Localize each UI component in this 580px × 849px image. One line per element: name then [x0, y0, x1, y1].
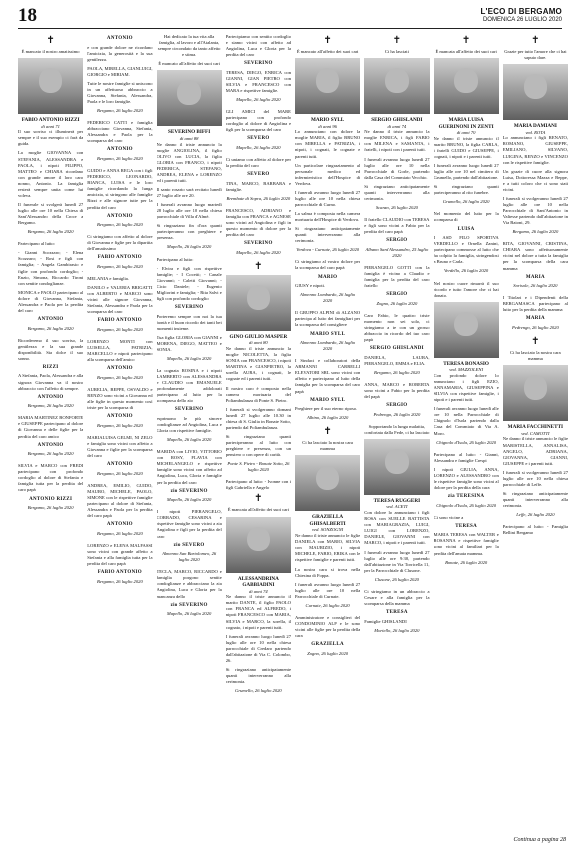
notice-text: I nipoti PIERANGELO, CORRADO, CESARINA e rispettive famiglie sono vicini a zia Angiolina e figli per la perdita del caro	[156, 509, 222, 539]
notice-text: Grazie per tutto l'amore che ci hai saputo dare.	[504, 49, 567, 61]
deceased-first-name: MARIA	[525, 274, 545, 280]
place-date: Grumello, 26 luglio 2020	[235, 688, 282, 694]
notice-text: Amministratore e consiglieri del CONDOMINIO ALP e le sono vicini alle figlie per la perdita della cara	[295, 614, 361, 639]
notice-text: e con grande dolore ne ricordano l'amicizia, la generosità e la sua gentilezza.	[87, 44, 153, 62]
notice-text: Un grazie di cuore alla signora Luisa, Dottoressa Mazza e Beppe, e a tutti coloro che ci sono stati vicini.	[502, 168, 568, 192]
notice-text: Il suo sorriso ci illuminerà per sempre e il suo esempio ci farà da guida.	[18, 129, 84, 147]
notice-text: I funerali avranno luogo lunedì alle ore 10 nella Parrocchiale di Chignolo d'Isola partendo dalla Casa del Commiato di Via A. Moro.	[433, 406, 499, 436]
place-date: Mapello, 26 luglio 2020	[236, 145, 281, 150]
place-date: Bergamo, 26 luglio 2020	[96, 264, 143, 269]
notice-text: DANIELA, LAURA, PIERANGELO, EMMA e ELIA.	[364, 354, 430, 366]
place-date: Bergamo, 26 luglio 2020	[96, 374, 143, 380]
place-date: Bergamo, 26 luglio 2020	[96, 470, 143, 476]
notice-text: esprimono le più sincere condoglianze ad Angiolina, Luca e Gloria con rispettive famiglie.	[156, 415, 222, 434]
notice-text: TECLA, MARCO, RICCARDO e famiglia porgono sentite condoglianze e abbracciano la zia Angiolina, Luca e Gloria per la mancanza dello	[156, 569, 222, 599]
place-date: Almenno Lombardo, 26 luglio 2020	[300, 292, 356, 304]
deceased-name: MARIA DAMIANI ved. ROTA	[503, 123, 568, 135]
deceased-name: GRAZIELLA GHISALBERTI ved. SONZOGNI	[295, 514, 360, 533]
place-date: Curnate, 26 luglio 2020	[305, 602, 350, 608]
notice-text: MARIA TERESA con WALTER e ROSANNA e rispettive famiglie sono vicini al familiari per la perdita dell'amata mamma.	[433, 532, 499, 556]
notice-text: Ne danno il triste annuncio la moglie ENRICA, i figli FABIO con MILENA e SAMANTA, i fratelli, i nipoti con i parenti tutti.	[364, 129, 430, 153]
portrait-photo	[434, 58, 499, 114]
notice-text: Un particolare ringraziamento al personale medico ed infermieristico dell'Hospice di Verdova.	[295, 162, 361, 186]
deceased-first-name: zio SEVERINO	[170, 488, 208, 494]
notice-text: Partecipiamo con sentito cordoglio e siamo vicini con affetto ad Angiolina, Luca e Gloria per la perdita del caro	[225, 34, 291, 58]
cross-icon: ✝	[392, 35, 402, 46]
notice-text: I ASD FILO SPORTIVA VERDELLO e Ornella Zanini, partecipano commosse al lutto che ha colpito la famiglia, stringendosi a Bruno e Carla.	[433, 235, 499, 265]
place-date: Mapello, 26 luglio 2020	[166, 437, 212, 443]
notice-text: Nel momento del lutto per la scomparsa di	[433, 211, 499, 223]
notice-text: È mancato all'affetto dei suoi cari	[158, 61, 220, 67]
notice-text: Hai dedicato la tua vita alla famiglia, al lavoro e all'Atalanta, sempre circondato da tanto affetto e stima.	[157, 34, 221, 58]
deceased-first-name: FABIO ANTONIO	[97, 255, 142, 261]
deceased-first-name: MARIO SYLL	[310, 397, 346, 403]
portrait-photo	[18, 58, 83, 114]
notice-text: AURELIA, BEPPE, OSVALDO e RENZO sono vicini a Giovanna ed alle figlie in questo momento così triste per la scomparsa di	[87, 387, 153, 411]
notice-text: I funerali avranno luogo martedì 28 luglio alle ore 10 nella chiesa parrocchiale di Villa d'Almè.	[156, 202, 222, 220]
deceased-first-name: ANTONIO RIZZI	[29, 496, 73, 502]
deceased-subtitle: di anni 70	[456, 130, 476, 136]
notice-text: Si ringraziano fin d'ora quanti parteciperanno con preghiere e presenza.	[156, 223, 222, 241]
obituary-columns	[18, 34, 568, 831]
notice-text: I funerali si svolgeranno domani lunedì 27 luglio alle 10.30 in chiesa di S. Giulia in Bonate Sotto, partendo dal Poliambulanza.	[225, 406, 291, 430]
notice-text: Partecipano al lutto:	[18, 241, 55, 247]
place-date: Bergamo, 26 luglio 2020	[96, 156, 143, 162]
deceased-subtitle: ved. CAMOTTI	[521, 430, 550, 436]
column-1	[18, 34, 83, 831]
notice-text: I funerali avranno luogo lunedì 27 luglio alle ore 10 nel cimitero di Grumello, partendo dall'abitazione.	[433, 163, 499, 181]
notice-text: I Sindaci e collaboratori della ARMANNI CARRELLI ELEVATORI SRL sono vicini con affetto e partecipano al lutto della famiglia per la scomparsa del caro papà	[295, 358, 361, 394]
place-date: Clusone, 26 luglio 2020	[374, 576, 419, 582]
notice-text: Con profondo dolore lo annunciano i figli EZIO, ANNAMARIA, GIUSEPPINA e SILVIA con rispettive famiglie, i nipoti e i parenti tutti.	[433, 372, 499, 403]
place-date: Almenno Lombardo, 26 luglio 2020	[300, 340, 356, 352]
notice-text: FEDERICO CATTI e famiglia abbracciano Giovanna, Stefania, Alessandra e Paola per la scomparsa del caro	[87, 120, 153, 144]
notice-text: Ne danno il triste annuncio le figlie MARISTELLA, ANNALISA, ANGELO, ADRIANA, GIOVANNA, GIANNI, GIUSEPPE e i parenti tutti.	[502, 436, 568, 466]
notice-text: Ne danno il triste annuncio la moglie NICOLETTA, la figlia SONIA con FRANCESCO, i nipoti MARTINA e GIANPIETRO, la sorella AURA, i cognati, le cognate ed i parenti tutti.	[225, 346, 291, 382]
notice-text: MONICA e PAOLO partecipano al dolore di Giovanna, Stefania, Alessandra e Paola per la perdita del caro	[18, 289, 84, 313]
place-date: Bergamo, 26 luglio 2020	[27, 325, 74, 331]
deceased-first-name: ANTONIO	[106, 147, 133, 153]
place-date: Zogno, 26 luglio 2020	[376, 300, 418, 306]
notice-text: I funerali si svolgeranno lunedì 27 luglio alle ore 10 nella chiesa parrocchiale di Leffe.	[502, 469, 568, 487]
deceased-first-name: ANTONIO	[106, 414, 133, 420]
notice-text: È mancata all'affetto dei suoi cari	[435, 49, 497, 54]
deceased-first-name: MARIO	[317, 274, 338, 280]
notice-text: PIERANGELO GOTTI con la famiglia è vicino a Claudio e famiglia per la perdita del caro fratello	[364, 264, 430, 289]
notice-text: Ci ha lasciato la nostra cara mamma	[510, 350, 561, 362]
column-3	[157, 34, 222, 831]
notice-text: DANILO e VALERIA BRIGATTI con ALBERTO e MARCO sono vicini alle signore Giovanna, Stefania, Alessandra e Paola per la scomparsa del caro	[87, 285, 153, 315]
deceased-subtitle: di anni 80	[249, 340, 268, 346]
notice-text: Il santo rosario sarà recitato lunedì 27 luglio alle ore 20.	[156, 186, 222, 199]
column-5	[295, 34, 360, 831]
portrait-photo	[503, 365, 568, 421]
place-date: Bergamo, 26 luglio 2020	[27, 403, 74, 409]
notice-text: È mancata all'affetto dei suoi cari	[227, 507, 290, 513]
notice-text: TINA, MARCO, BARBARA e famiglie.	[225, 180, 291, 192]
deceased-subtitle: ved. SONZOGNI	[312, 527, 344, 533]
deceased-first-name: GRAZIELLA	[311, 642, 344, 648]
notice-text: Ci sono vicine a	[433, 514, 464, 520]
notice-text: I funerali avranno luogo lunedì 27 luglio alle ore 10 nella chiesa parrocchiale di Curno.	[295, 189, 361, 207]
place-date: Bergamo, 26 luglio 2020	[27, 451, 74, 457]
place-date: Sorisole, 26 luglio 2020	[513, 283, 558, 289]
deceased-first-name: SEVERO	[247, 172, 270, 178]
deceased-subtitle: ved. ACETI	[386, 504, 408, 510]
cross-icon: ✝	[254, 260, 263, 272]
notice-text: Ci stringiamo in un abbraccio a Cesare e alla famiglia per la scomparsa della mamma	[364, 588, 430, 606]
place-date: Pedrengo, 26 luglio 2020	[511, 325, 559, 331]
deceased-first-name: SEVERINO	[174, 407, 204, 413]
deceased-first-name: ANTONIO	[37, 442, 64, 448]
deceased-first-name: zio SEVERO	[173, 542, 205, 548]
notice-text: MARIDA con LIVIO, VITTORIO con ROSY, FLAVIA con MICHELANGELO e rispettive famiglie sono vicini con affetto ad Angiolina, Luca, Gloria e famiglie per la perdita del caro	[156, 449, 222, 485]
notice-text: Tutte le nostre famiglie si uniscono in un affettuoso abbraccio a Giovanna, Stefania, Alessandra, Paola e le loro famiglie.	[87, 80, 153, 105]
deceased-name: GINO GIULIO MASPER di anni 80	[226, 334, 291, 346]
deceased-first-name: LUISA	[457, 226, 475, 232]
deceased-first-name: ANTONIO	[106, 366, 133, 372]
place-date: Leffe, 26 luglio 2020	[516, 512, 555, 518]
notice-text: TERESA, DIEGO, ENRICA con GIANNI, GIAN PIETRO con SILVIA e FRANCESCO con MARA e rispettive famiglie.	[225, 69, 291, 94]
place-date: Bonate, 26 luglio 2020	[445, 559, 488, 565]
deceased-name: SEVERINO BIFFI di anni 88	[157, 129, 222, 141]
place-date: Bergamo, 26 luglio 2020	[96, 327, 143, 333]
deceased-subtitle: ved. MAZZOLENI	[449, 367, 483, 373]
notice-text: - Elvira e figli con rispettive famiglie; - I Cocetti; - Canale Giovanni; - Caletti Giovanni; - Cicio Daniele; - Eugenio Migliorini e famiglia; - Rita Salvi e figli con profondo cordoglio	[156, 265, 222, 301]
notice-text: Tua figlia GLORIA con GIANNI e MORENA, DIEGO, MATTEO e SONIA.	[156, 334, 222, 352]
notice-text: Ci stringiamo al vostro dolore per la scomparsa del caro papà	[295, 259, 361, 271]
notice-text: Ci stringiamo con affetto al dolore di Giovanna e figlie per la dipartita dell'amatissimo	[87, 234, 153, 252]
deceased-subtitle: ved. ROTA	[525, 129, 546, 135]
portrait-photo	[364, 439, 429, 495]
portrait-photo	[364, 58, 429, 114]
cross-icon: ✝	[323, 426, 332, 438]
place-date: Chignolo d'Isola, 26 luglio 2020	[436, 502, 497, 508]
page-header	[18, 6, 562, 29]
notice-text: Ci uniamo con affetto al dolore per la perdita del caro	[225, 157, 291, 169]
notice-text: FRANCESCO, ADRIANO e famiglia con FRANCA e AGNESE sono vicini ad Angiolina e figli in questo momento di dolore per la perdita del caro	[225, 207, 291, 238]
notice-text: I funerali avranno luogo lunedì 27 luglio alle ore 10 nella Parrocchiale di Curnate.	[295, 581, 361, 599]
column-6	[364, 34, 429, 831]
continued-note: Continua a pagina 28	[513, 837, 566, 843]
column-2	[87, 34, 152, 831]
column-7	[434, 34, 499, 831]
place-date: Mapello, 26 luglio 2020	[166, 355, 212, 361]
notice-text: MELANIA e famiglia.	[87, 276, 129, 282]
cross-icon: ✝	[254, 493, 263, 505]
cross-icon: ✝	[531, 336, 540, 348]
deceased-first-name: ANTONIO	[37, 316, 64, 322]
portrait-photo	[295, 455, 360, 511]
column-8	[503, 34, 568, 831]
notice-text: GUIDO e ANNA REGA con i figli FEDERICO, LEONARDO, BIANCA, LUISA e le loro famiglie ricordando la lunga amicizia, si stringono alle famiglie Rizzi e alle signore tutte per la perdita del caro	[87, 168, 153, 210]
notice-text: Partecipano al lutto: - Ivonne con i figli Gabriella e Angelo	[225, 479, 291, 491]
notice-text: Si ringraziano quanti parteciperanno al rito funebre.	[433, 184, 499, 196]
deceased-subtitle: di anni 71	[41, 123, 60, 129]
place-date: Grumello, 26 luglio 2020	[442, 199, 490, 205]
notice-text: Il GRUPPO ALPINI di ALZANO partecipa al lutto dei famigliari per la scomparsa del consigliere	[295, 310, 361, 328]
notice-text: I Titolari e i Dipendenti della BERGAMASCA partecipano al lutto per la perdita della mamma	[502, 295, 568, 313]
place-date: Chignolo d'Isola, 26 luglio 2020	[436, 439, 497, 445]
notice-text: Ci ha lasciati	[384, 49, 409, 54]
place-date: Ponte S. Pietro - Bonate Sotto, 26 luglio 2020	[227, 461, 290, 473]
cross-icon: ✝	[323, 35, 332, 46]
deceased-first-name: MARIA	[525, 316, 545, 322]
portrait-photo	[295, 58, 360, 114]
place-date: Bergamo, 26 luglio 2020	[96, 422, 143, 428]
place-date: Bergamo, 26 luglio 2020	[96, 578, 143, 584]
notice-text: Porteremo sempre con noi la tua bontà e il buon ricordo dei tanti bei momenti insieme.	[156, 313, 222, 331]
place-date: Scanzo, 26 luglio 2020	[375, 204, 418, 210]
notice-text: È mancato all'affetto dei suoi cari	[296, 49, 359, 54]
place-date: Mapello, 26 luglio 2020	[166, 611, 212, 617]
deceased-first-name: SERGIO	[386, 238, 408, 244]
place-date: Mapello, 26 luglio 2020	[236, 97, 281, 103]
deceased-first-name: FABIO ANTONIO	[97, 570, 142, 576]
deceased-first-name: SEVERINO	[244, 241, 273, 247]
notice-text: Famiglie GHISLANDI	[364, 618, 407, 624]
notice-text: La salma è composta nella camera mortuaria dell'Hospice di Verdova.	[295, 211, 361, 223]
deceased-subtitle: di anni 88	[179, 135, 199, 141]
deceased-first-name: MARIO SYLL	[310, 331, 346, 337]
notice-text: I funerali avranno luogo lunedì 27 luglio alle ore 10 nella chiesa parrocchiale di Credaro partendo dall'abitazione di Via C. Colombo, 26.	[225, 633, 291, 663]
notice-text: Ne danno il triste annuncio il marito DANTE, il figlio PAOLO con FRANCA ed ALFREDO, i nipoti FRANCESCO con MARIA, SILVIA e MARCO, la sorella, il cognato, i nipoti e parenti tutti.	[225, 594, 291, 630]
notice-text: La moglie GIOVANNA con STEFANIA, ALESSANDRA e PAOLA, i nipoti FILIPPO, MATTEO e CHIARA ricordano con grande amore il loro caro nonno, Antonio. La famiglia resterà sempre unita come lui voleva.	[18, 150, 84, 198]
deceased-subtitle: di anni 96	[318, 123, 337, 129]
deceased-first-name: ANTONIO	[106, 213, 133, 219]
deceased-first-name: SEVERO	[247, 136, 270, 142]
deceased-subtitle: di anni 74	[249, 588, 268, 594]
notice-text: I funerali si svolgeranno lunedì 27 luglio alle ore 10 nella Parrocchiale di Sant'Antonio in Valtesse partendo dall'abitazione in Via Baioni, 29.	[502, 195, 568, 226]
masthead-title: L'ECO DI BERGAMO	[480, 7, 562, 16]
notice-text: RITA, GIOVANNI, CRISTINA, CHIARA sono affettuosamente vicini nel dolore a tutta la famiglia per la scomparsa della cara mamma	[502, 241, 568, 271]
portrait-photo	[157, 70, 222, 126]
place-date: Brembate di Sopra, 26 luglio 2020	[226, 195, 291, 201]
deceased-first-name: ANTONIO	[37, 394, 64, 400]
notice-text: SILVIA e MARCO con FREDI partecipano con profondo cordoglio al dolore di Stefania e famiglia tutta per la perdita del caro papà	[18, 463, 84, 493]
notice-text: LORENZO MONTI con LUISELLA, PATRIZIA, MARCELLO e nipoti partecipano alla scomparsa dell'amico	[87, 339, 153, 363]
notice-text: Nel nostro cuore rimarrà il suo ricordo e tutto l'amore che ci hai donato.	[433, 280, 499, 298]
deceased-first-name: RIZZI	[42, 364, 59, 370]
notice-text: Caro Fabio, le quattro triste momento non sei solo, ci stringiamo a te con un grosso abbraccio in ricordo del tuo caro papà	[364, 312, 430, 343]
notice-text: Partecipano al lutto:	[156, 256, 194, 262]
place-date: Albano Sant'Alessandro, 25 luglio 2020	[365, 246, 429, 258]
place-date: Mapello, 26 luglio 2020	[166, 497, 212, 503]
notice-text: Partecipano al lutto: - Gianni, Alessandra e famiglie Crespi	[433, 451, 499, 463]
notice-text: GIUSY e nipoti.	[295, 283, 326, 289]
notice-text: Si ringraziano quanti parteciperanno al lutto con preghiere e presenza, con un pensiero o con opere di carità.	[225, 433, 291, 458]
masthead	[480, 7, 562, 23]
notice-text: GLI AMICI del MARE partecipano con profondo cordoglio al dolore di Angiolina e figli per la scomparsa del caro	[225, 109, 291, 133]
place-date: Bergamo, 26 luglio 2020	[96, 530, 143, 536]
place-date: Almenno San Bartolomeo, 26 luglio 2020	[162, 551, 217, 563]
notice-text: Il fratello CLAUDIO con TERESA e figli sono vicini a Fabio per la perdita del caro papà	[364, 217, 430, 235]
deceased-first-name: SEVERINO	[244, 61, 273, 67]
deceased-name: FABIO ANTONIO RIZZI di anni 71	[18, 117, 83, 129]
deceased-name: MARIA LUISA GUERINONI IN ZENTI di anni 70	[434, 117, 499, 136]
place-date: Mapello, 26 luglio 2020	[166, 244, 212, 250]
deceased-first-name: zia TERESINA	[447, 494, 485, 499]
notice-text: Si ringraziano anticipatamente quanti interverranno alla cerimonia.	[225, 666, 291, 685]
portrait-photo	[226, 517, 291, 573]
place-date: Bergamo, 26 luglio 2020	[512, 229, 559, 235]
notice-text: Si ringraziano anticipatamente quanti interverranno alla cerimonia.	[364, 183, 430, 201]
deceased-name: SERGIO GHISLANDI di anni 74	[364, 117, 429, 129]
notice-text: Con dolore lo annunciano i figli ROSA con SUELLE BATTISTA con MARIAGRAZIA, LUIGI, LUIGI con LORENZO, DANIELE, GIOVANNI con MARCO, i nipoti e i parenti tutti.	[364, 510, 430, 546]
place-date: Mortello, 26 luglio 2020	[374, 627, 420, 633]
column-4	[226, 34, 291, 831]
notice-text: MARIALUISA GELMI, NI ZELO e famiglia sono vicini con affetto a Giovanna e figlie per la scomparsa del caro	[87, 434, 153, 459]
notice-text: Ne danno il triste annuncio le figlie DANIELA con MARIO, SILVIA con MAURIZIO, i nipoti MICHELE, FABIO, ERIKA con le rispettive famiglie e parenti tutti.	[295, 533, 361, 563]
page-number: 18	[18, 5, 37, 26]
notice-text: MARIA MARTINEZ BONFORTE e GIUSEPPE partecipano al dolore di Giovanna e delle figlie per la perdita del caro amico	[18, 415, 84, 439]
deceased-first-name: SERGIO GHISLANDI	[369, 346, 424, 352]
deceased-name: MARIA FACCHINETTI ved. CAMOTTI	[503, 424, 568, 436]
notice-text: Si ringraziano anticipatamente quanti interverranno alla cerimonia.	[502, 490, 568, 509]
notice-text: I funerali avranno luogo lunedì 27 luglio alle ore 10 nella Parrocchiale di Gorle, partendo dalla Casa del Commiato Vecchio.	[364, 156, 430, 180]
place-date: Verdello, 26 luglio 2020	[444, 268, 489, 274]
place-date: Verdova - Curnate, 26 luglio 2020	[296, 247, 360, 253]
notice-text: Preghiere per il suo eterno riposo.	[295, 406, 358, 412]
notice-text: Il nostro caro è composto nella camera mortuaria del Poliambulanza di Ponte S. Pietro.	[225, 385, 291, 403]
notice-text: I nipoti GIULIA, ANNA, LORENZO e ALESSANDRO con le rispettive famiglie sono vicini al dolore per la perdita della cara	[433, 466, 499, 490]
notice-text: Si ringraziano anticipatamente quanti interverranno alla cerimonia.	[295, 226, 361, 244]
notice-text: La nostra cara si trova nella Chiesina di Foppa.	[295, 566, 361, 578]
deceased-first-name: zio SEVERINO	[170, 602, 208, 608]
notice-text: Partecipano al lutto: - Famiglia Bellini Bergamo	[502, 524, 568, 536]
place-date: Bergamo, 26 luglio 2020	[96, 108, 143, 114]
portrait-photo	[503, 64, 568, 120]
notice-text: Ricorderemo il suo sorriso, la gentilezza e la sua grande disponibilità. Sia dolce il suo sonno.	[18, 337, 84, 361]
deceased-subtitle: di anni 74	[387, 123, 407, 129]
place-date: Bergamo, 26 luglio 2020	[96, 222, 143, 228]
deceased-name: TERESA RUGGERI ved. ACETI	[364, 498, 429, 510]
portrait-photo	[434, 302, 499, 358]
deceased-first-name: TERESA	[455, 523, 478, 529]
notice-text: La cognata ROSINA e i nipoti LAMBERTO con ALESSANDRA e CLAUDIO con EMANUELE profondamente addolorati partecipano al lutto per la scomparsa dello zio	[156, 368, 222, 404]
cross-icon: ✝	[46, 35, 55, 46]
place-date: Albino, 26 luglio 2020	[306, 415, 349, 421]
notice-text: - Gianni Scozzaro; - Elena Scozzaro; - Rosi e figli con famiglia; - Angela Gambirasio e figlie con profondo cordoglio; - Enzio, Simona, Riccardo Tironi con sentite condoglianze.	[18, 250, 84, 286]
notice-text: Ci ha lasciato la nostra cara mamma	[302, 440, 353, 452]
deceased-name: TERESA BONASIO ved. MAZZOLENI	[434, 361, 499, 373]
deceased-first-name: SERGIO	[386, 292, 408, 298]
place-date: Bergamo, 26 luglio 2020	[27, 505, 74, 511]
notice-text: I funerali avranno luogo lunedì 27 luglio alle ore 9:30, partendo dall'abitazione in Via Torricella 11, per la Parrocchiale di Clusone.	[364, 549, 430, 573]
place-date: Zogno, 26 luglio 2020	[307, 650, 349, 656]
deceased-first-name: SEVERINO	[174, 304, 204, 310]
notice-text: Ne danno il triste annuncio la moglie ANGIOLINA, il figlio OLIVO con LUCIA, la figlia GLORIA con FRANCO, i nipoti FEDERICA, STEFANO, ANDREA, ELENA e LORENZO ed i parenti tutti.	[156, 141, 222, 183]
deceased-first-name: ANTONIO	[106, 522, 133, 528]
place-date: Pedrengo, 26 luglio 2020	[373, 411, 421, 417]
deceased-first-name: TERESA	[385, 610, 408, 616]
place-date: Mapello, 26 luglio 2020	[236, 249, 281, 255]
notice-text: A Stefania, Paola, Alessandra e alla signora Giovanna va il nostro abbraccio con l'affetto di sempre.	[18, 373, 84, 391]
notice-text: ANNA, MARCO e ROBERTA sono vicini a Fabio per la perdita del papà	[364, 381, 430, 400]
deceased-first-name: FABIO ANTONIO	[97, 318, 142, 324]
place-date: Bergamo, 26 luglio 2020	[27, 229, 74, 235]
portrait-photo	[226, 275, 291, 331]
notice-text: Sopportando la lunga malattia, confortata dalla Fede, ci ha lasciato	[364, 423, 430, 435]
notice-text: LORENZO e ELENA MALFASSI sono vicini con grande affetto a Stefania e alla famiglia tutta per la perdita del caro papà	[87, 542, 153, 567]
deceased-name: MARIO SYLL di anni 96	[295, 117, 360, 129]
place-date: Bergamo, 26 luglio 2020	[373, 369, 420, 375]
notice-text: Lo annunciano i figli RENATO, ROMANO, GIUSEPPE, EMILIANO, SILVANO, LUIGINA, RENZO e VINCENZO con le rispettive famiglie.	[502, 135, 568, 165]
notice-text: Ne danno il triste annuncio il marito BRUNO, la figlia CARLA, i fratelli GUIDO e GIUSEPPE, i cognati, i nipoti e i parenti tutti.	[433, 135, 499, 159]
deceased-first-name: ANTONIO	[106, 462, 133, 468]
cross-icon: ✝	[461, 35, 471, 46]
cross-icon: ✝	[531, 35, 540, 46]
deceased-first-name: SERGIO	[386, 403, 408, 409]
notice-text: È mancato il nostro amatissimo	[21, 49, 80, 54]
deceased-first-name: ANTONIO	[106, 36, 133, 41]
notice-text: Il funerale si svolgerà lunedì 27 luglio alle ore 10 nella Chiesa di Sant'Alessandro della Croce a Bergamo.	[18, 201, 84, 226]
notice-text: PAOLA, MIRELLA, GIANLUIGI, GIORGIO e MIRIAM.	[87, 65, 153, 77]
notice-text: Lo annunciano con dolore la moglie MARIA, il figlio BRUNO con MIRELLA e PATRIZIA, i nipoti, i cognati, le cognate e parenti tutti.	[295, 129, 361, 159]
notice-text: ANDREA, EMILIO, GUIDO, MAURO, MICHELE, PAOLO, SIMONE con le rispettive famiglie partecipano al dolore di Stefania, Alessandra e Paola per la perdita del caro papà	[87, 482, 153, 519]
deceased-name: ALESSANDRINA GABBIADINI di anni 74	[226, 576, 291, 595]
masthead-date: DOMENICA 26 LUGLIO 2020	[482, 17, 562, 23]
